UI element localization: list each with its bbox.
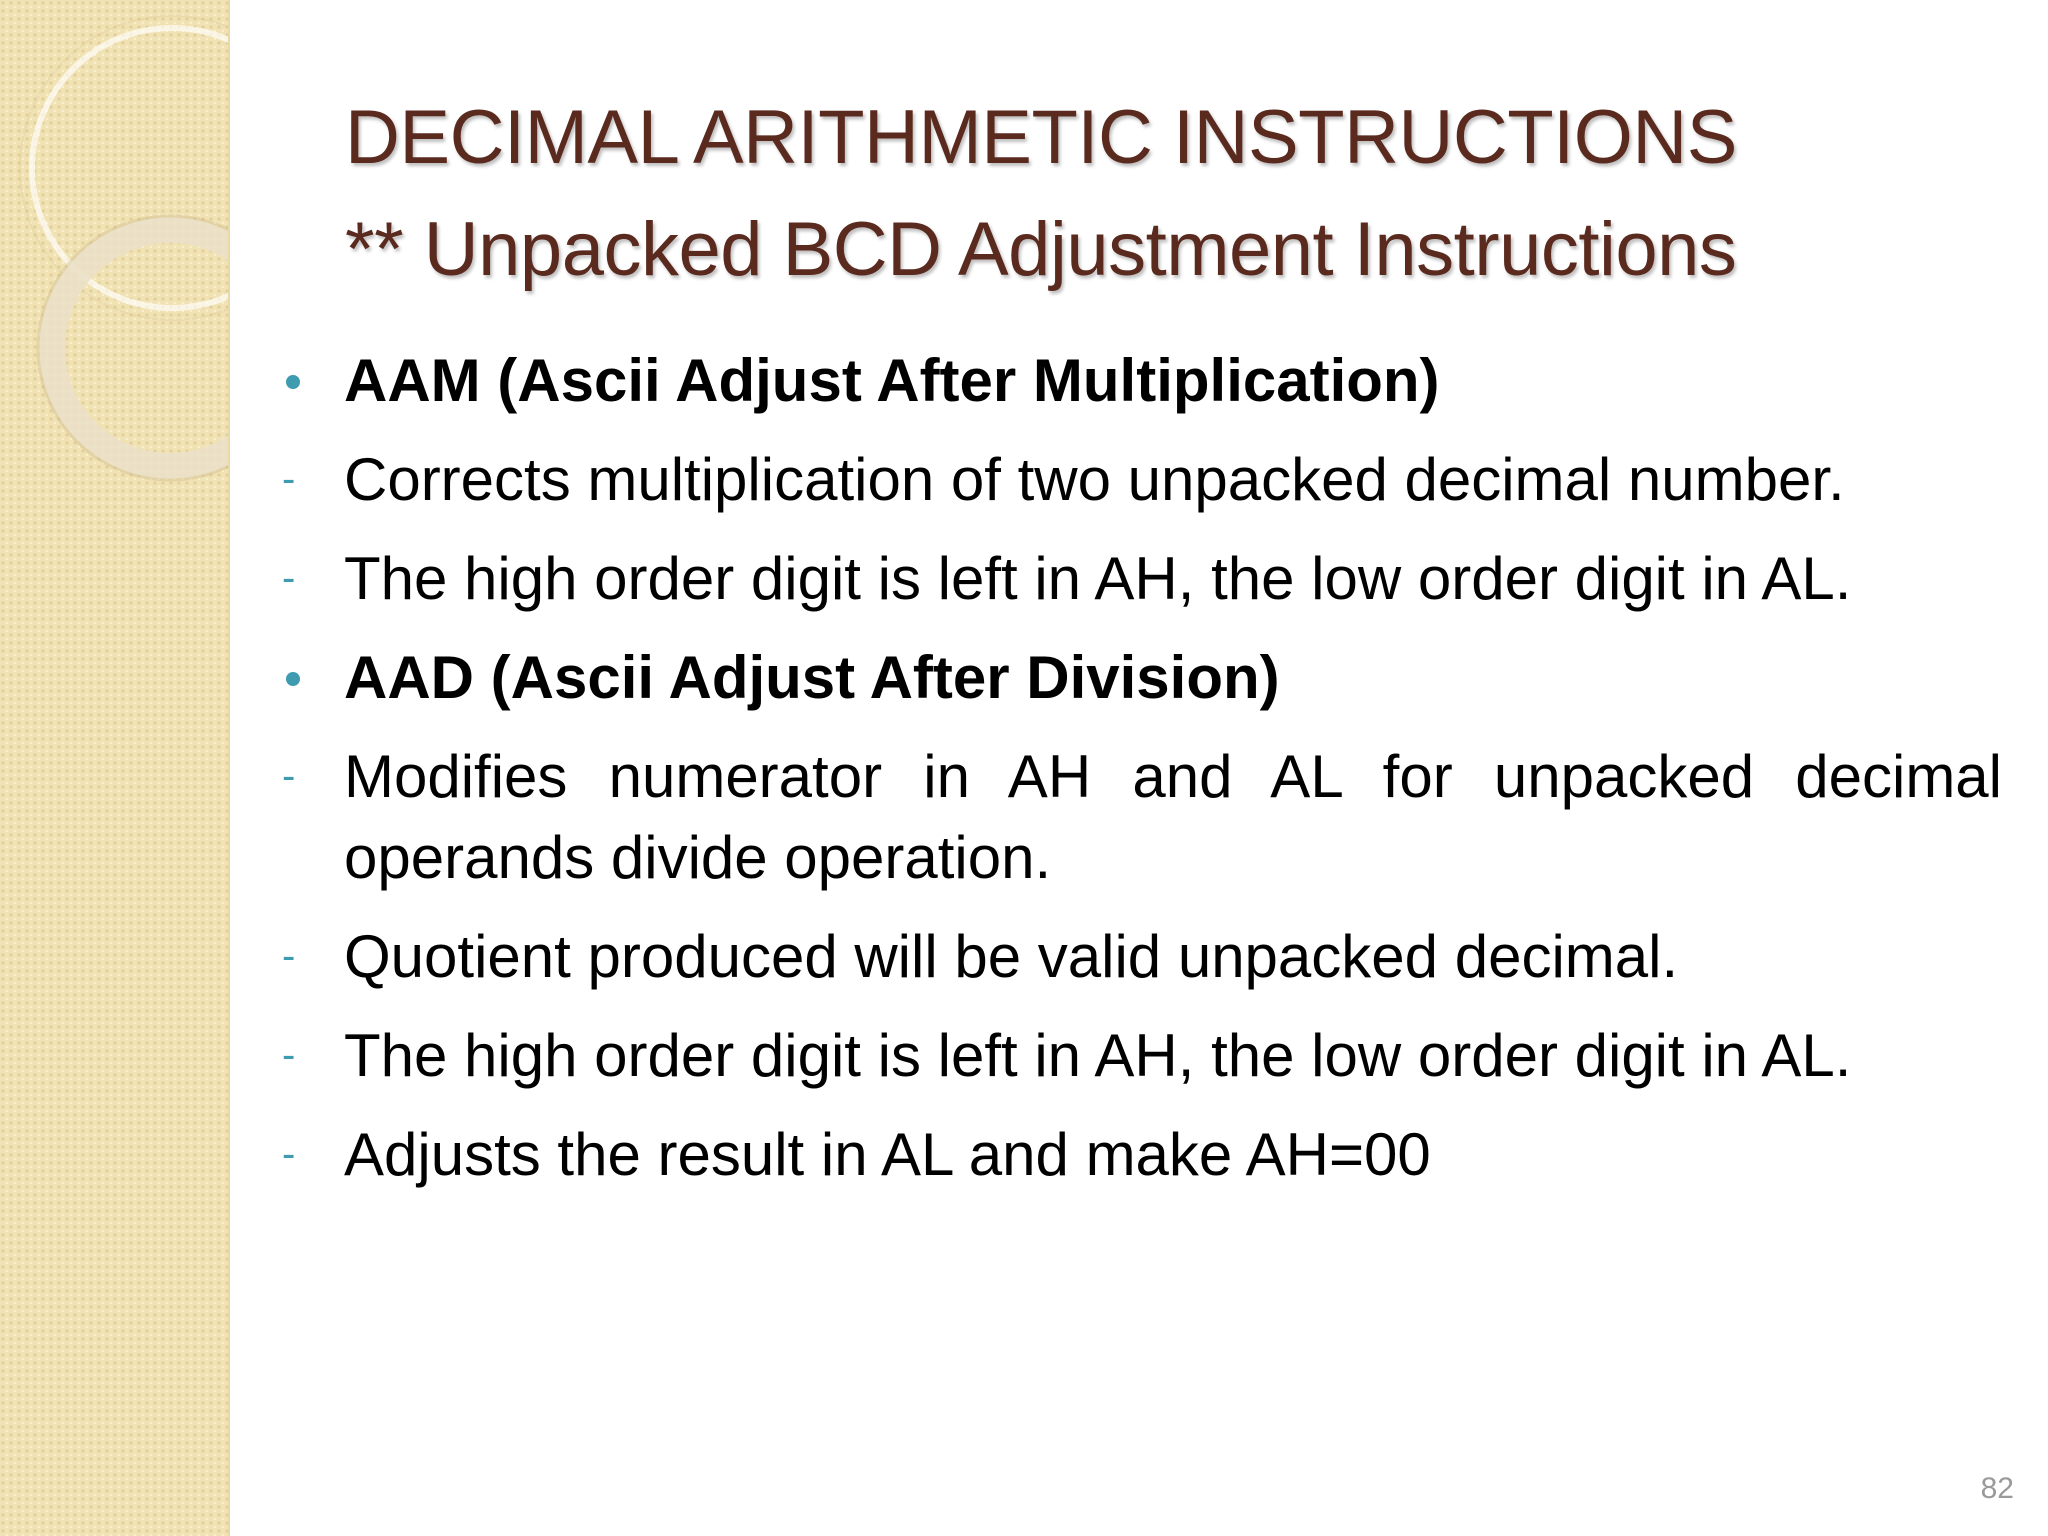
- dash-marker-icon: -: [282, 457, 296, 501]
- slide-title: DECIMAL ARITHMETIC INSTRUCTIONS: [345, 95, 1737, 180]
- sub-item-text: Corrects multiplication of two unpacked decimal number.: [344, 446, 1845, 513]
- sub-item: [262, 736, 2002, 898]
- decorative-circles: [0, 0, 228, 1536]
- dash-marker-icon: -: [282, 1132, 296, 1176]
- sub-item: [262, 439, 2002, 520]
- sub-item-text: Quotient produced will be valid unpacked decimal.: [344, 923, 1679, 990]
- bullet-heading: AAM (Ascii Adjust After Multiplication): [344, 347, 1440, 414]
- decorative-sidebar: [0, 0, 230, 1536]
- page-number: 82: [1980, 1472, 2014, 1505]
- sub-item-text: Modifies numerator in AH and AL for unpacked decimal operands divide operation.: [344, 743, 2002, 891]
- dash-marker-icon: -: [282, 556, 296, 600]
- dash-marker-icon: -: [282, 1033, 296, 1077]
- bullet-dot-icon: [286, 672, 300, 686]
- sub-item: [262, 1015, 2002, 1096]
- bullet-dot-icon: [286, 375, 300, 389]
- sub-item-text: The high order digit is left in AH, the low order digit in AL.: [344, 1022, 1852, 1089]
- sub-item: [262, 538, 2002, 619]
- bullet-item-aad: [262, 637, 2002, 718]
- sub-item-text: The high order digit is left in AH, the low order digit in AL.: [344, 545, 1852, 612]
- slide-body: [262, 340, 2002, 1213]
- bullet-item-aam: [262, 340, 2002, 421]
- sub-item-text: Adjusts the result in AL and make AH=00: [344, 1121, 1431, 1188]
- sub-item: [262, 916, 2002, 997]
- slide-subtitle: ** Unpacked BCD Adjustment Instructions: [345, 207, 1737, 292]
- bullet-heading: AAD (Ascii Adjust After Division): [344, 644, 1280, 711]
- sub-item: [262, 1114, 2002, 1195]
- dash-marker-icon: -: [282, 934, 296, 978]
- dash-marker-icon: -: [282, 754, 296, 798]
